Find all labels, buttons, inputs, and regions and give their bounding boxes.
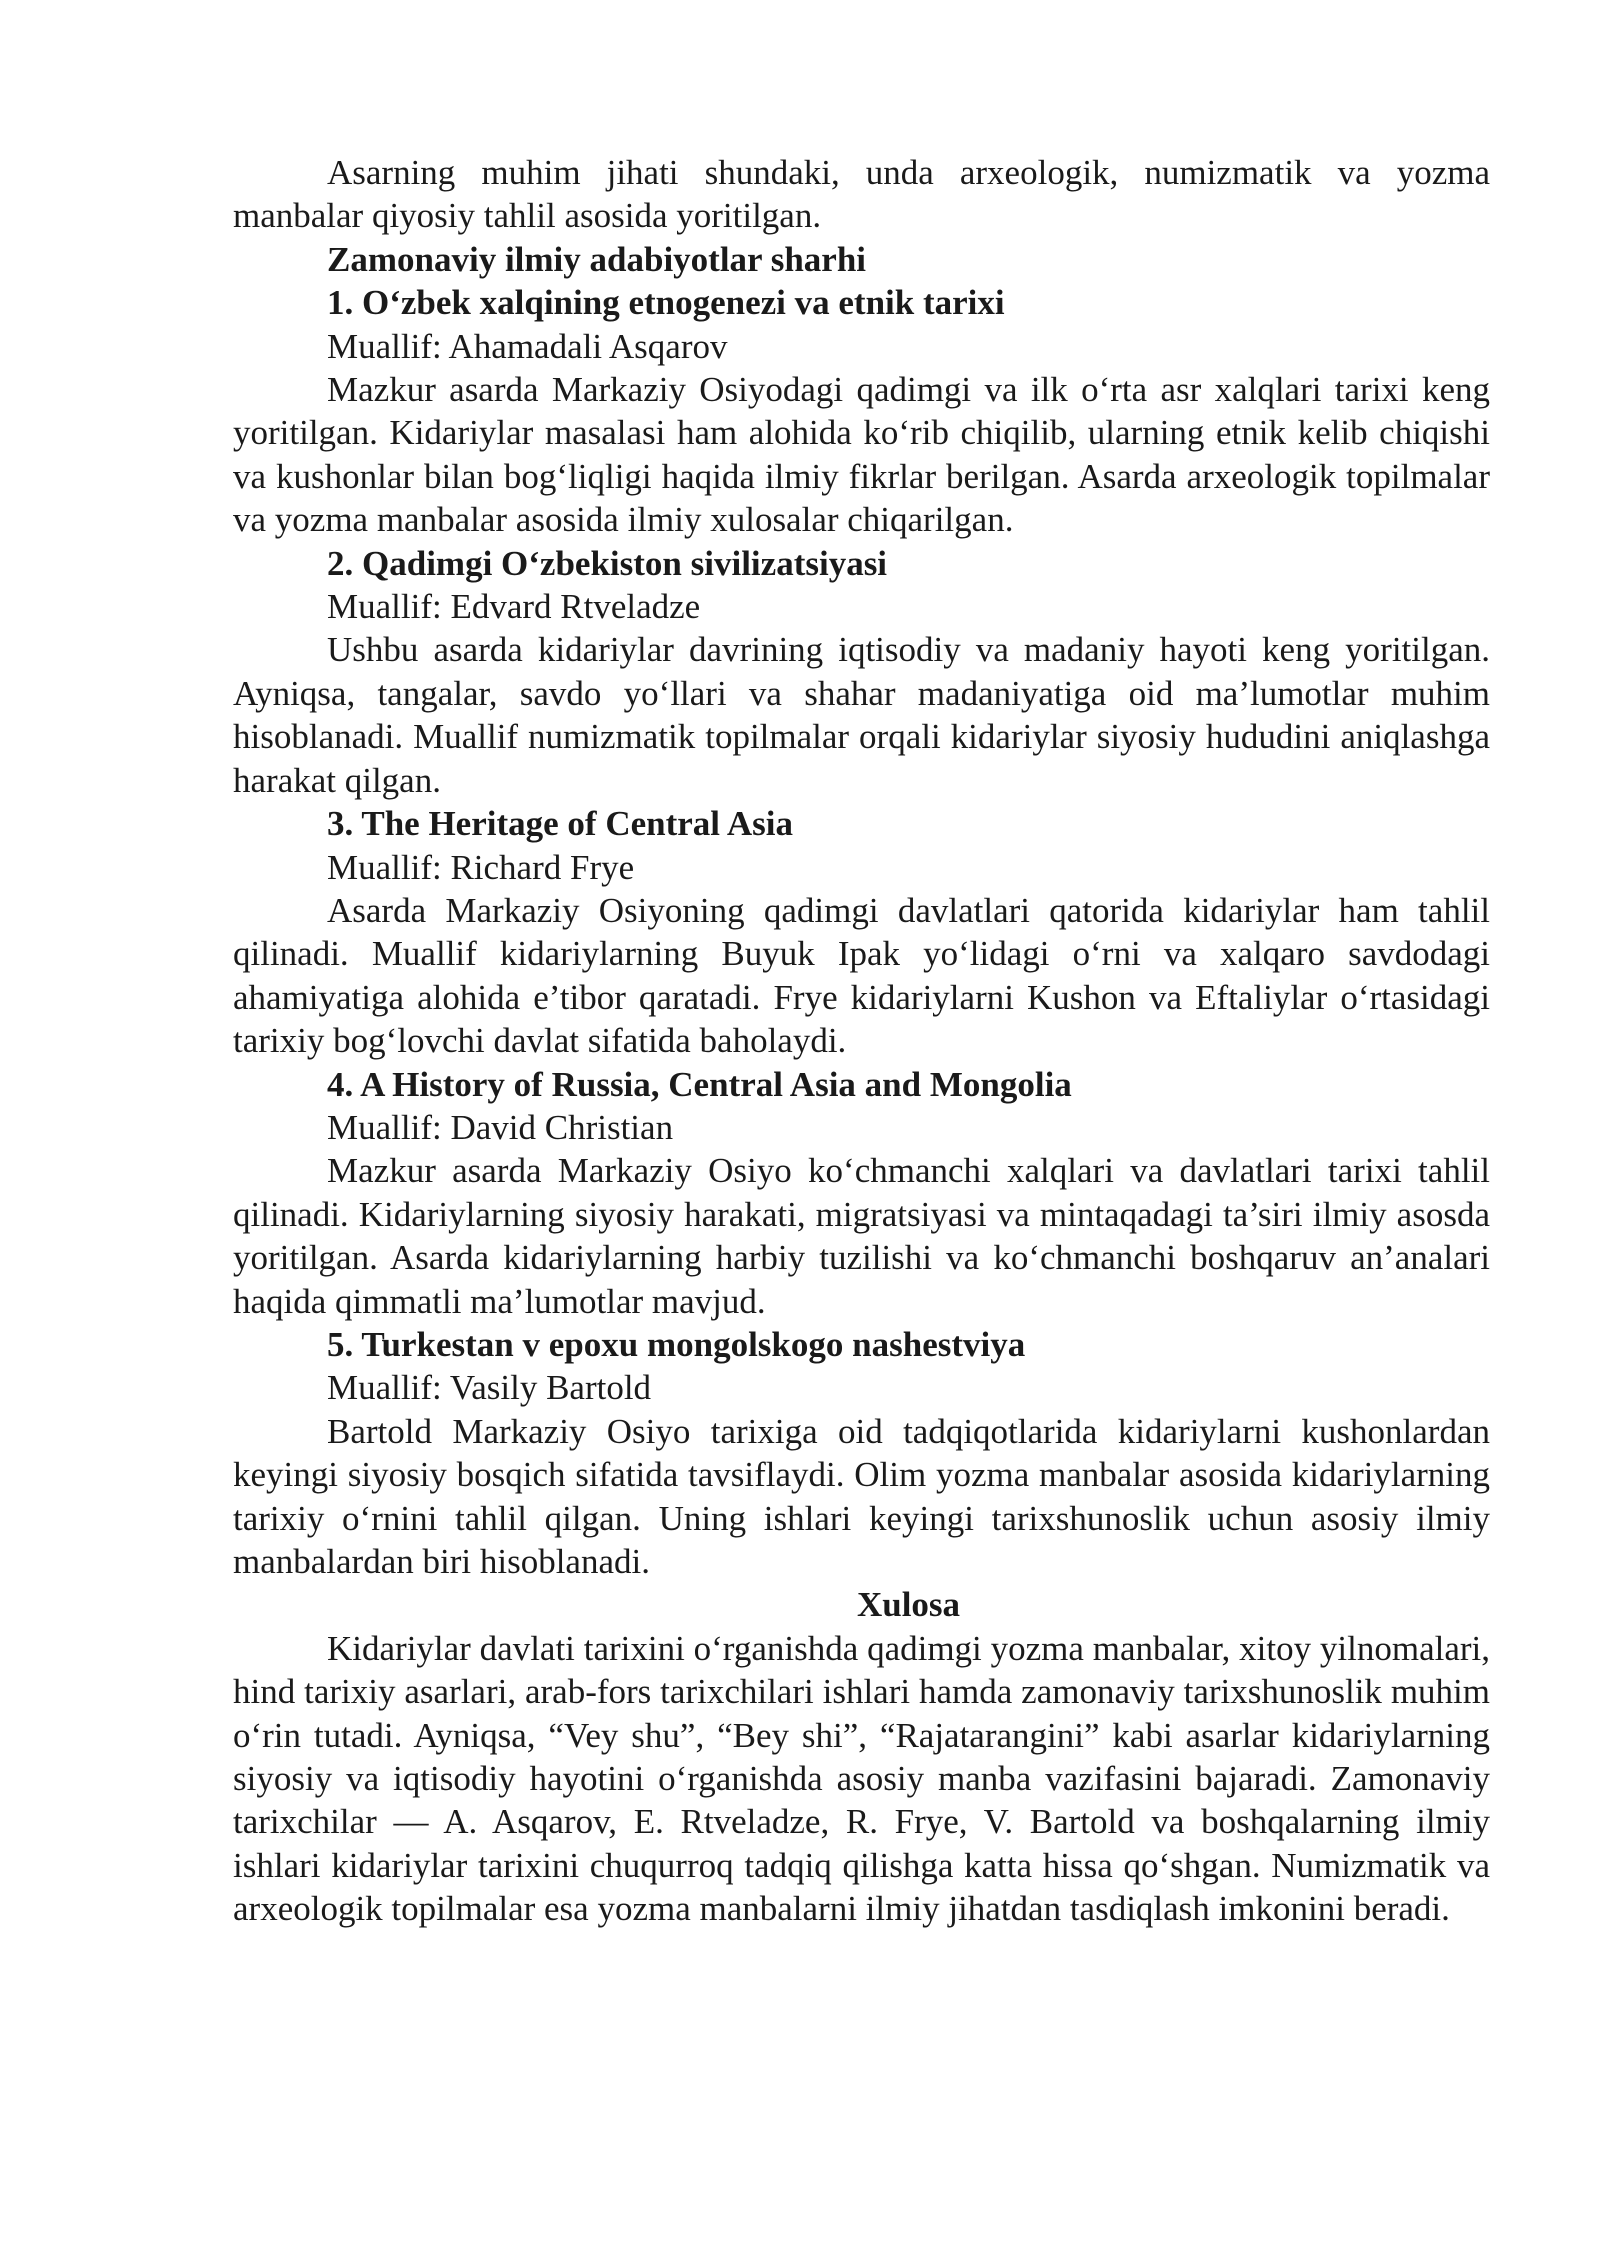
work-1-title: 1. O‘zbek xalqining etnogenezi va etnik tarixi bbox=[327, 283, 1005, 323]
work-3-author: Muallif: Richard Frye bbox=[327, 847, 635, 887]
section-title: Zamonaviy ilmiy adabiyotlar sharhi bbox=[327, 239, 867, 279]
work-4-title: 4. A History of Russia, Central Asia and Mongolia bbox=[327, 1064, 1072, 1104]
work-3-title: 3. The Heritage of Central Asia bbox=[327, 804, 793, 844]
work-5-title: 5. Turkestan v epoxu mongolskogo nashestviya bbox=[327, 1324, 1026, 1364]
work-2-author: Muallif: Edvard Rtveladze bbox=[327, 587, 701, 627]
intro-paragraph: Asarning muhim jihati shundaki, unda arxeologik, numizmatik va yozma manbalar qiyosiy tahlil asosida yoritilgan. bbox=[233, 153, 1490, 236]
work-1-author: Muallif: Ahamadali Asqarov bbox=[327, 326, 728, 366]
work-2-title: 2. Qadimgi O‘zbekiston sivilizatsiyasi bbox=[327, 543, 888, 583]
document-body bbox=[233, 151, 1490, 1931]
work-2-paragraph: Ushbu asarda kidariylar davrining iqtisodiy va madaniy hayoti keng yoritilgan. Ayniqsa, tangalar, savdo yo‘llari va shahar madaniyatiga oid ma’lumotlar muhim hisoblanadi. Muallif numizmatik topilmalar orqali kidariylar siyosiy hududini aniqlashga harakat qilgan. bbox=[233, 630, 1490, 800]
work-1-paragraph: Mazkur asarda Markaziy Osiyodagi qadimgi va ilk o‘rta asr xalqlari tarixi keng yoritilgan. Kidariylar masalasi ham alohida ko‘rib chiqilib, ularning etnik kelib chiqishi va kushonlar bilan bog‘liqligi haqida ilmiy fikrlar berilgan. Asarda arxeologik topilmalar va yozma manbalar asosida ilmiy xulosalar chiqarilgan. bbox=[233, 370, 1490, 540]
work-4-author: Muallif: David Christian bbox=[327, 1107, 674, 1147]
conclusion-paragraph: Kidariylar davlati tarixini o‘rganishda qadimgi yozma manbalar, xitoy yilnomalari, hind tarixiy asarlari, arab-fors tarixchilari ishlari hamda zamonaviy tarixshunoslik muhim o‘rin tutadi. Ayniqsa, “Vey shu”, “Bey shi”, “Rajatarangini” kabi asarlar kidariylarning siyosiy va iqtisodiy hayotini o‘rganishda asosiy manba vazifasini bajaradi. Zamonaviy tarixchilar — A. Asqarov, E. Rtveladze, R. Frye, V. Bartold va boshqalarning ilmiy ishlari kidariylar tarixini chuqurroq tadqiq qilishga katta hissa qo‘shgan. Numizmatik va arxeologik topilmalar esa yozma manbalarni ilmiy jihatdan tasdiqlash imkonini beradi. bbox=[233, 1628, 1490, 1929]
work-5-author: Muallif: Vasily Bartold bbox=[327, 1368, 652, 1408]
work-4-paragraph: Mazkur asarda Markaziy Osiyo ko‘chmanchi xalqlari va davlatlari tarixi tahlil qilinadi. Kidariylarning siyosiy harakati, migratsiyasi va mintaqadagi ta’siri ilmiy asosda yoritilgan. Asarda kidariylarning harbiy tuzilishi va ko‘chmanchi boshqaruv an’analari haqida qimmatli ma’lumotlar mavjud. bbox=[233, 1151, 1490, 1321]
work-3-paragraph: Asarda Markaziy Osiyoning qadimgi davlatlari qatorida kidariylar ham tahlil qilinadi. Muallif kidariylarning Buyuk Ipak yo‘lidagi o‘rni va xalqaro savdodagi ahamiyatiga alohida e’tibor qaratadi. Frye kidariylarni Kushon va Eftaliylar o‘rtasidagi tarixiy bog‘lovchi davlat sifatida baholaydi. bbox=[233, 890, 1490, 1061]
conclusion-title: Xulosa bbox=[856, 1585, 961, 1625]
work-5-paragraph: Bartold Markaziy Osiyo tarixiga oid tadqiqotlarida kidariylarni kushonlardan keyingi siyosiy bosqich sifatida tavsiflaydi. Olim yozma manbalar asosida kidariylarning tarixiy o‘rnini tahlil qilgan. Uning ishlari keyingi tarixshunoslik uchun asosiy ilmiy manbalardan biri hisoblanadi. bbox=[233, 1411, 1490, 1581]
